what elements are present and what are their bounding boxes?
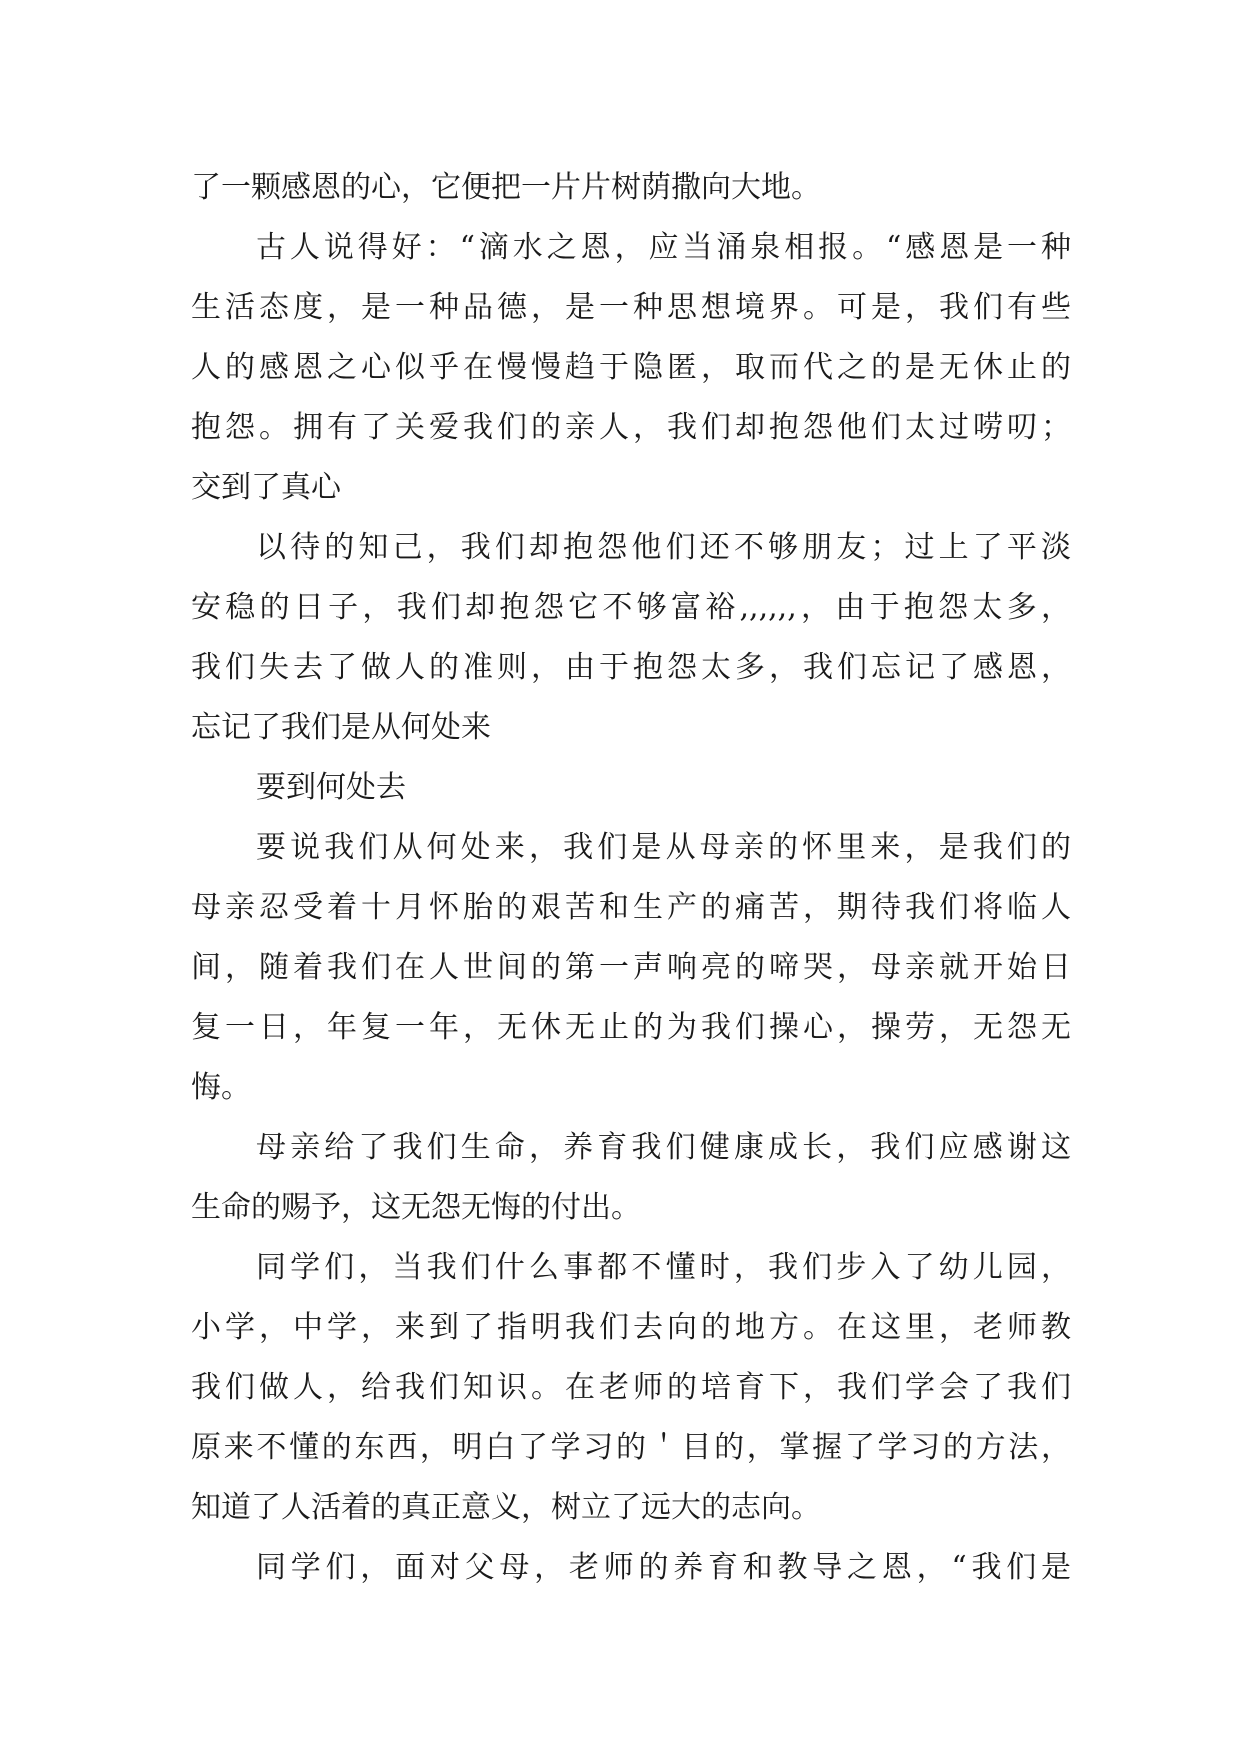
text-line: 安稳的日子，我们却抱怨它不够富裕,,,,,,，由于抱怨太多， [191, 590, 1071, 625]
text-line: 小学，中学，来到了指明我们去向的地方。在这里，老师教 [191, 1310, 1071, 1345]
text-line: 生命的赐予，这无怨无悔的付出。 [191, 1190, 641, 1225]
text-line: 抱怨。拥有了关爱我们的亲人，我们却抱怨他们太过唠叨； [191, 410, 1071, 445]
text-line: 母亲忍受着十月怀胎的艰苦和生产的痛苦，期待我们将临人 [191, 890, 1071, 925]
text-line: 我们失去了做人的准则，由于抱怨太多，我们忘记了感恩， [191, 650, 1071, 685]
text-line: 交到了真心 [191, 470, 341, 505]
text-line: 古人说得好：“滴水之恩，应当涌泉相报。“感恩是一种 [256, 230, 1071, 265]
text-line: 同学们，面对父母，老师的养育和教导之恩，“我们是 [256, 1550, 1071, 1585]
text-line: 母亲给了我们生命，养育我们健康成长，我们应感谢这 [256, 1130, 1071, 1165]
text-line: 生活态度，是一种品德，是一种思想境界。可是，我们有些 [191, 290, 1071, 325]
text-line: 知道了人活着的真正意义，树立了远大的志向。 [191, 1490, 821, 1525]
text-line: 要到何处去 [256, 770, 406, 805]
text-line: 人的感恩之心似乎在慢慢趋于隐匿，取而代之的是无休止的 [191, 350, 1071, 385]
text-line: 复一日，年复一年，无休无止的为我们操心，操劳，无怨无 [191, 1010, 1071, 1045]
text-line: 我们做人，给我们知识。在老师的培育下，我们学会了我们 [191, 1370, 1071, 1405]
text-line: 同学们，当我们什么事都不懂时，我们步入了幼儿园， [256, 1250, 1071, 1285]
text-line: 悔。 [191, 1070, 251, 1105]
text-line: 要说我们从何处来，我们是从母亲的怀里来，是我们的 [256, 830, 1071, 865]
text-line: 忘记了我们是从何处来 [191, 710, 491, 745]
text-line: 以待的知己，我们却抱怨他们还不够朋友；过上了平淡 [256, 530, 1071, 565]
text-line: 原来不懂的东西，明白了学习的＇目的，掌握了学习的方法， [191, 1430, 1071, 1465]
text-line: 间，随着我们在人世间的第一声响亮的啼哭，母亲就开始日 [191, 950, 1071, 985]
text-line: 了一颗感恩的心，它便把一片片树荫撒向大地。 [191, 170, 821, 205]
document-body [191, 158, 1071, 1598]
